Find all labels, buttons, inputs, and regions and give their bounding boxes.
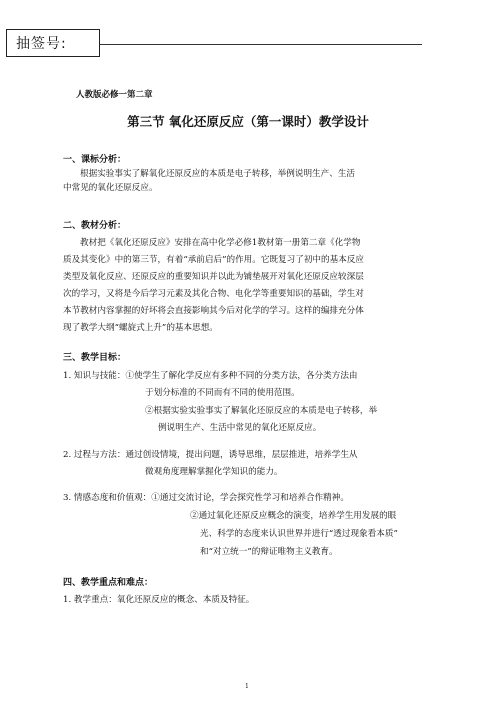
objective-line: 例说明生产、生活中常见的氧化还原反应。 [158, 423, 322, 433]
section-heading-curriculum: 一、课标分析： [63, 155, 127, 165]
section-heading-objectives: 三、教学目标： [63, 353, 127, 363]
objective-line: 于划分标准的不同而有不同的使用范围。 [145, 388, 300, 398]
objective-line: ②通过氧化还原反应概念的演变，培养学生用发展的眼 [190, 511, 397, 521]
header-rule [100, 44, 422, 45]
paragraph-line: 次的学习，又将是今后学习元素及其化合物、电化学等重要知识的基础，学生对 [63, 289, 364, 299]
paragraph-line: 本节教材内容掌握的好坏将会直接影响其今后对化学的学习。这样的编排充分体 [63, 306, 364, 316]
paragraph-line: 中常见的氧化还原反应。 [63, 183, 158, 193]
section-heading-textbook: 二、教材分析： [63, 221, 127, 231]
objective-line: 光、科学的态度来认识世界并进行“透过现象看本质” [200, 529, 398, 539]
objective-line: 3. 情感态度和价值观：①通过交流讨论，学会探究性学习和培养合作精神。 [63, 493, 349, 503]
objective-line: ②根据实验实验事实了解氧化还原反应的本质是电子转移，举 [145, 406, 378, 416]
objective-line: 和“对立统一”的辩证唯物主义教育。 [200, 547, 338, 557]
paragraph-line: 现了教学大纲“螺旋式上升”的基本思想。 [63, 323, 218, 333]
document-title: 第三节 氧化还原反应（第一课时）教学设计 [127, 114, 369, 129]
paragraph-line: 类型及氧化反应、还原反应的重要知识并以此为铺垫展开对氧化还原反应较深层 [63, 272, 364, 282]
objective-line: 微观角度理解掌握化学知识的能力。 [145, 467, 283, 477]
key-point-line: 1. 教学重点：氧化还原反应的概念、本质及特征。 [63, 595, 255, 605]
lottery-number-label: 抽签号: [16, 36, 67, 52]
objective-line: 2. 过程与方法：通过创设情境，提出问题，诱导思维，层层推进，培养学生从 [63, 450, 358, 460]
paragraph-line: 质及其变化》中的第三节，有着“承前启后”的作用。它既复习了初中的基本反应 [63, 255, 364, 265]
paragraph-line: 教材把《氧化还原反应》安排在高中化学必修1教材第一册第二章《化学物 [80, 238, 361, 248]
page-number: 1 [245, 683, 249, 690]
paragraph-line: 根据实验事实了解氧化还原反应的本质是电子转移，举例说明生产、生活 [80, 169, 356, 179]
objective-line: 1. 知识与技能：①使学生了解化学反应有多种不同的分类方法，各分类方法由 [63, 371, 358, 381]
section-heading-key-points: 四、教学重点和难点： [63, 578, 154, 588]
document-subtitle: 人教版必修一第二章 [76, 90, 153, 100]
